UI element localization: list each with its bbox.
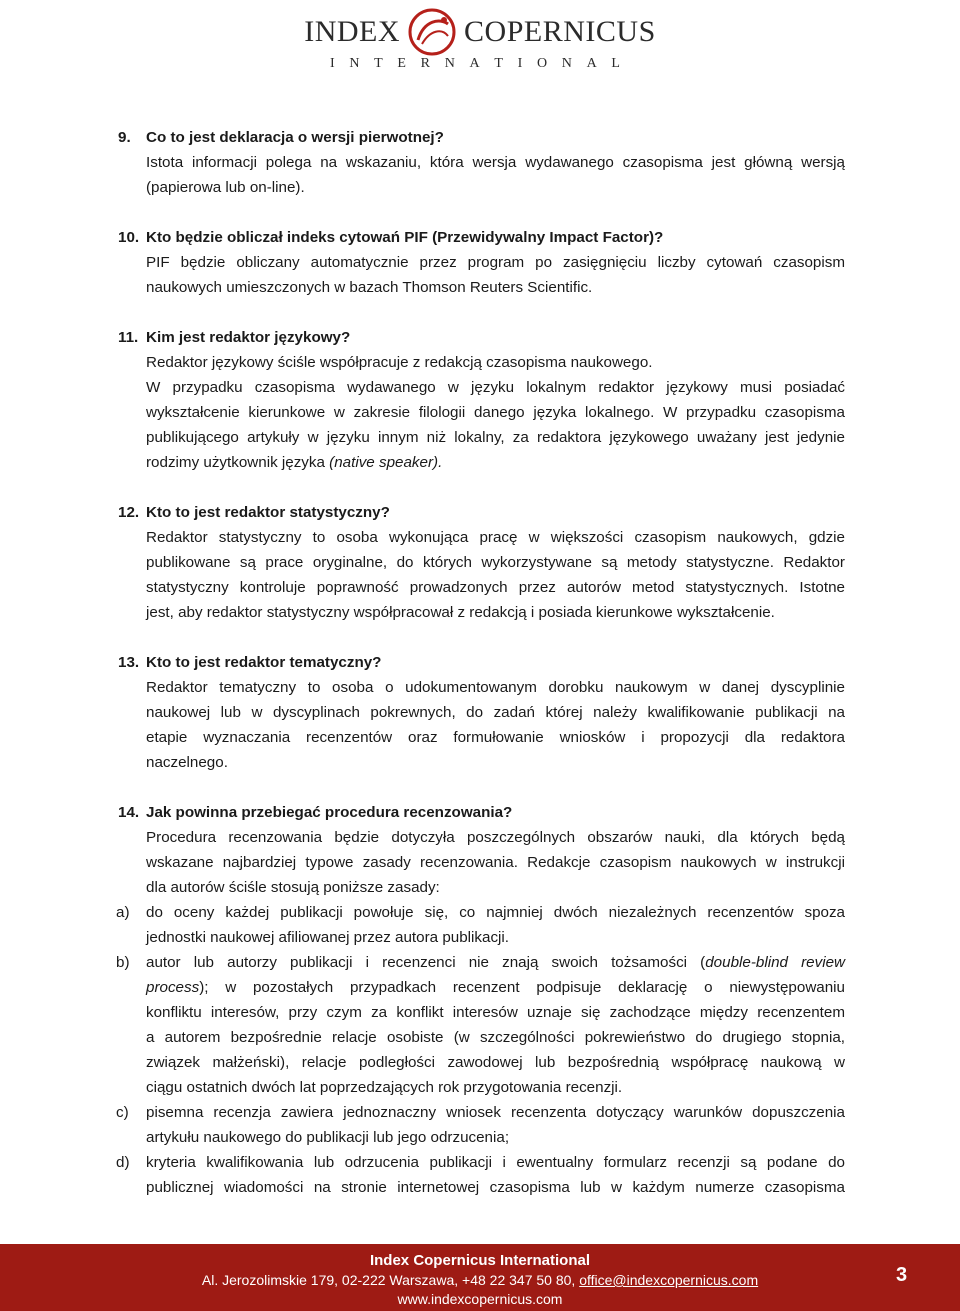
logo-letter: T xyxy=(374,56,383,71)
list-item-line: związek małżeński), relacje podległości zawodowej lub bezpośrednią współpracę naukową w xyxy=(146,1054,845,1071)
footer-website-link[interactable]: www.indexcopernicus.com xyxy=(397,1291,563,1307)
paragraph-line xyxy=(146,453,442,473)
paragraph-line: publikującego artykuły w języku innym niż lokalny, za redaktora językowego uważany jest jedynie xyxy=(146,429,845,446)
logo-seal-icon xyxy=(404,6,460,58)
footer-company-name: Index Copernicus International xyxy=(369,1252,591,1269)
paragraph-line: Istota informacji polega na wskazaniu, która wersja wydawanego czasopisma jest główną wersją xyxy=(146,154,845,171)
logo-letter: A xyxy=(586,56,597,71)
logo-letter: L xyxy=(611,56,620,71)
list-item-line: do oceny każdej publikacji powołuje się, co najmniej dwóch niezależnych recenzentów spoza xyxy=(146,904,845,921)
logo-letter: I xyxy=(330,56,335,71)
page-footer xyxy=(0,1244,960,1311)
question-number: 11. xyxy=(118,329,139,346)
list-item-line: ciągu ostatnich dwóch lat poprzedzających rok przygotowania recenzji. xyxy=(146,1079,623,1096)
logo-letter: A xyxy=(469,56,480,71)
italic-term: (native speaker). xyxy=(329,454,443,471)
page-header xyxy=(0,0,960,90)
list-item-text: autor lub autorzy publikacji i recenzenci nie znają swoich tożsamości ( xyxy=(146,954,706,971)
question-heading: Co to jest deklaracja o wersji pierwotnej? xyxy=(146,129,444,146)
list-marker: c) xyxy=(116,1104,129,1121)
paragraph-line: publikowane są prace oryginalne, do których wykorzystywane są metody statystyczne. Redaktor xyxy=(146,554,845,571)
list-item-line: a autorem bezpośrednie relacje osobiste (w szczególności pokrewieństwo do drugiego stopnia, xyxy=(146,1029,845,1046)
logo-letter: O xyxy=(536,56,548,71)
paragraph-line: etapie wyznaczania recenzentów oraz formułowanie wniosków i propozycji dla redaktora xyxy=(146,729,845,746)
list-item-line xyxy=(146,953,845,973)
logo-letter: I xyxy=(517,56,523,71)
paragraph-line: jest, aby redaktor statystyczny współpracował z redakcją i posiada kierunkowe wykształcenie. xyxy=(146,604,775,621)
list-marker: d) xyxy=(116,1154,130,1171)
paragraph-line: statystyczny kontroluje poprawność prowadzonych przez autorów metod statystycznych. Istotne xyxy=(146,579,845,596)
paragraph-line: naukowej lub w dyscyplinach pokrewnych, do zadań której należy kwalifikowanie publikacji na xyxy=(146,704,845,721)
list-item-line: publicznej wiadomości na stronie internetowej czasopisma lub w każdym numerze czasopisma xyxy=(146,1179,845,1196)
question-number: 12. xyxy=(118,504,140,521)
paragraph-line: Procedura recenzowania będzie dotyczyła poszczególnych obszarów nauki, dla których będą xyxy=(146,829,845,846)
paragraph-line: Redaktor językowy ściśle współpracuje z redakcją czasopisma naukowego. xyxy=(146,354,653,371)
logo-word-left: INDEX xyxy=(304,15,401,48)
question-heading: Kto będzie obliczał indeks cytowań PIF (Przewidywalny Impact Factor)? xyxy=(146,229,664,246)
list-marker: b) xyxy=(116,954,130,971)
logo-letter: N xyxy=(349,56,360,71)
paragraph-line: naczelnego. xyxy=(146,754,228,771)
list-item-line: konfliktu interesów, przy czym za konflikt interesów uznaje się zachodzące między recenzentem xyxy=(146,1004,845,1021)
footer-address xyxy=(0,1272,960,1288)
footer-address-text: Al. Jerozolimskie 179, 02-222 Warszawa, +48 22 347 50 80, xyxy=(201,1272,576,1288)
question-number: 13. xyxy=(118,654,140,671)
list-marker: a) xyxy=(116,904,130,921)
paragraph-line: dla autorów ściśle stosują poniższe zasady: xyxy=(146,879,440,896)
question-number: 9. xyxy=(118,129,131,146)
question-heading: Kim jest redaktor językowy? xyxy=(146,329,351,346)
paragraph-line: wskazane najbardziej typowe zasady recenzowania. Redakcje czasopism naukowych w instrukcji xyxy=(146,854,845,871)
question-number: 14. xyxy=(118,804,140,821)
paragraph-text: rodzimy użytkownik języka xyxy=(146,454,325,471)
paragraph-line: PIF będzie obliczany automatycznie przez program po zasięgnięciu liczby cytowań czasopism xyxy=(146,254,845,271)
question-number: 10. xyxy=(118,229,140,246)
list-item-line: artykułu naukowego do publikacji lub jego odrzucenia; xyxy=(146,1129,510,1146)
footer-email-link[interactable]: office@indexcopernicus.com xyxy=(579,1272,759,1288)
logo-letter: E xyxy=(397,56,406,71)
italic-term: process xyxy=(146,979,200,996)
question-heading: Kto to jest redaktor tematyczny? xyxy=(146,654,382,671)
paragraph-line: naukowych umieszczonych w bazach Thomson Reuters Scientific. xyxy=(146,279,593,296)
logo-letter: N xyxy=(561,56,572,71)
logo-subtitle xyxy=(330,56,620,72)
question-heading: Jak powinna przebiegać procedura recenzowania? xyxy=(146,804,513,821)
paragraph-line: (papierowa lub on-line). xyxy=(146,179,305,196)
list-item-line: kryteria kwalifikowania lub odrzucenia publikacji i ewentualny formularz recenzji są podane do xyxy=(146,1154,845,1171)
logo-letter: R xyxy=(420,56,431,71)
page-number: 3 xyxy=(896,1264,908,1286)
paragraph-line: Redaktor statystyczny to osoba wykonująca pracę w większości czasopism naukowych, gdzie xyxy=(146,529,845,546)
logo-letter: T xyxy=(494,56,503,71)
paragraph-line: W przypadku czasopisma wydawanego w języku lokalnym redaktor językowy musi posiadać xyxy=(146,379,845,396)
list-item-line: pisemna recenzja zawiera jednoznaczny wniosek recenzenta dotyczący warunków dopuszczenia xyxy=(146,1104,845,1121)
question-heading: Kto to jest redaktor statystyczny? xyxy=(146,504,390,521)
paragraph-line: Redaktor tematyczny to osoba o udokumentowanym dorobku naukowym w danej dyscyplinie xyxy=(146,679,845,696)
list-item-text: ); w pozostałych przypadkach recenzent podpisuje deklarację o niewystępowaniu xyxy=(199,979,845,996)
list-item-line: jednostki naukowej afiliowanej przez autora publikacji. xyxy=(146,929,510,946)
logo xyxy=(0,6,960,58)
logo-letter: N xyxy=(444,56,455,71)
list-item-line xyxy=(146,978,845,998)
paragraph-line: wykształcenie kierunkowe w zakresie filologii danego języka lokalnego. W przypadku czasopisma xyxy=(146,404,845,421)
italic-term: double-blind review xyxy=(705,954,845,971)
logo-word-right: COPERNICUS xyxy=(464,15,656,48)
